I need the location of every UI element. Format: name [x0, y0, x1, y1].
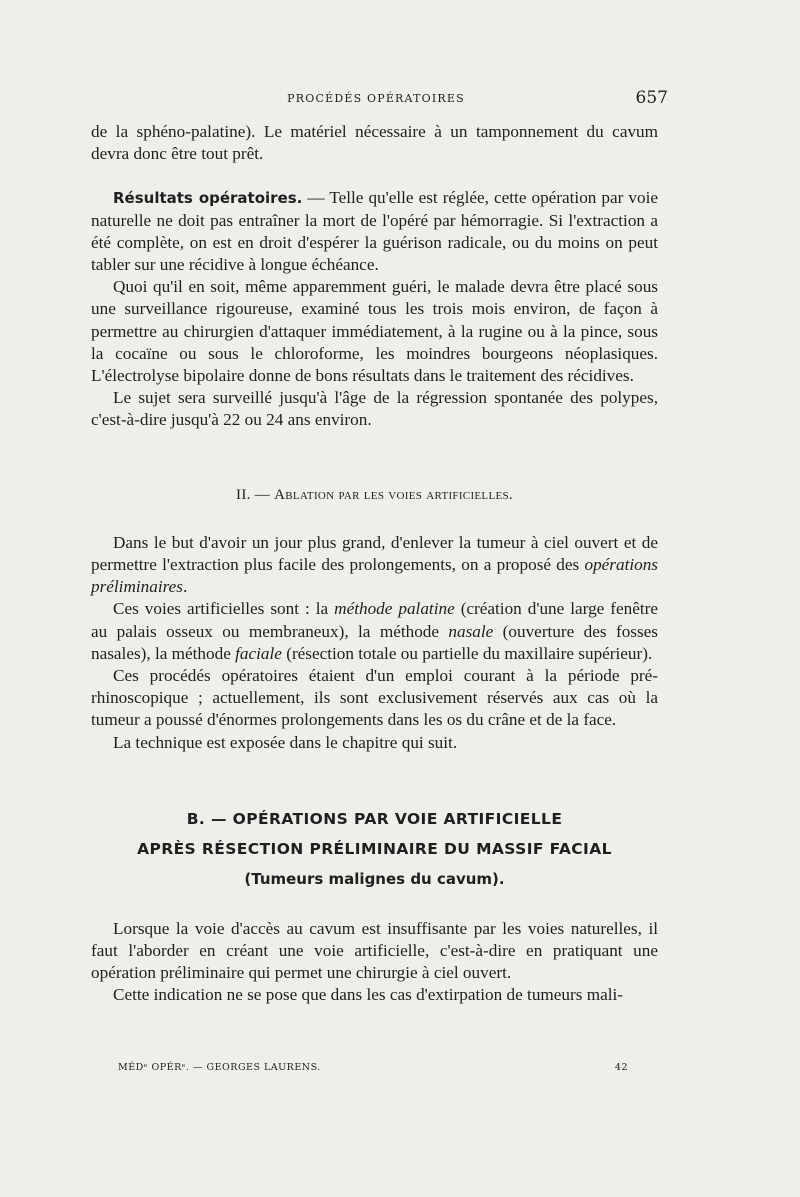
running-title: PROCÉDÉS OPÉRATOIRES — [287, 92, 465, 105]
paragraph-lorsque: Lorsque la voie d'accès au cavum est insuffisante par les voies naturelles, il faut l'aborder en créant une voie artificielle, c'est-à-dire en pratiquant une opération préliminaire qui permet une chirurgie à ciel ouvert. — [91, 918, 658, 983]
printer-signature: MÉDᵉ OPÉRᵉ. — GEORGES LAURENS. — [118, 1062, 321, 1073]
paragraph-sujet: Le sujet sera surveillé jusqu'à l'âge de la régression spontanée des polypes, c'est-à-dire jusqu'à 22 ou 24 ans environ. — [91, 388, 658, 430]
paragraph-ces-text-3: (ouverture des fosses nasales), la méthode — [91, 621, 658, 663]
paragraph-quoi: Quoi qu'il en soit, même apparemment guéri, le malade devra être placé sous une surveillance rigoureuse, examiné tous les trois mois environ, de façon à permettre au chirurgien d'attaquer immédiatement, à la rugine ou à la pince, sous la cocaïne ou sous le chloroforme, les moindres bourgeons néoplasiques. L'électrolyse bipolaire donne de bons résultats dans le traitement des récidives. — [91, 277, 658, 386]
major-heading — [91, 804, 658, 894]
paragraph-ces-text-1: Ces voies artificielles sont : la — [113, 599, 335, 619]
paragraph-ces-voies — [91, 598, 658, 665]
section-number: II. — — [236, 486, 271, 503]
italic-faciale: faciale — [235, 643, 282, 663]
signature-number: 42 — [614, 1062, 628, 1073]
paragraph-cette: Cette indication ne se pose que dans les cas d'extirpation de tumeurs mali- — [113, 985, 623, 1005]
paragraph-ces-text-4: (résection totale ou partielle du maxillaire supérieur). — [281, 643, 653, 663]
paragraph-technique: La technique est exposée dans le chapitre qui suit. — [113, 732, 458, 752]
major-heading-line-1: B. — OPÉRATIONS PAR VOIE ARTIFICIELLE — [186, 809, 563, 828]
signature-footer — [118, 1062, 628, 1080]
results-text: — Telle qu'elle est réglée, cette opération par voie naturelle ne doit pas entraîner la mort de l'opéré par hémorragie. Si l'extraction a été complète, on est en droit d'espérer la guérison radicale, ou du moins on peut tabler sur une récidive à longue échéance. — [91, 188, 658, 275]
paragraph-dans — [91, 532, 658, 599]
paragraph-continuation: de la sphéno-palatine). Le matériel nécessaire à un tamponnement du cavum devra donc être tout prêt. — [91, 122, 658, 164]
section-heading-ii — [91, 484, 658, 506]
major-heading-line-3: (Tumeurs malignes du cavum). — [244, 869, 505, 888]
major-heading-line-2: APRÈS RÉSECTION PRÉLIMINAIRE DU MASSIF FACIAL — [137, 839, 612, 858]
page-body — [91, 121, 658, 1007]
paragraph-ces-text-2: (création d'une large fenêtre au palais osseux ou membraneux), la méthode — [91, 599, 658, 641]
paragraph-results — [91, 187, 658, 276]
page-number: 657 — [635, 88, 668, 108]
paragraph-dans-end: . — [182, 577, 188, 597]
section-title: Ablation par les voies artificielles. — [274, 486, 513, 503]
paragraph-procedes: Ces procédés opératoires étaient d'un emploi courant à la période pré-rhinoscopique ; actuellement, ils sont exclusivement réservés aux cas où la tumeur a poussé d'énormes prolongements dans les os du crâne et de la face. — [91, 666, 658, 730]
italic-nasale: nasale — [448, 621, 494, 641]
results-heading: Résultats opératoires. — [113, 189, 303, 208]
running-head — [0, 88, 800, 110]
paragraph-dans-text: Dans le but d'avoir un jour plus grand, d'enlever la tumeur à ciel ouvert et de permettre l'extraction plus facile des prolongements, on a proposé des — [91, 532, 658, 575]
italic-methode-palatine: méthode palatine — [334, 599, 455, 619]
italic-operations-preliminaires: opérations préliminaires — [91, 555, 658, 597]
